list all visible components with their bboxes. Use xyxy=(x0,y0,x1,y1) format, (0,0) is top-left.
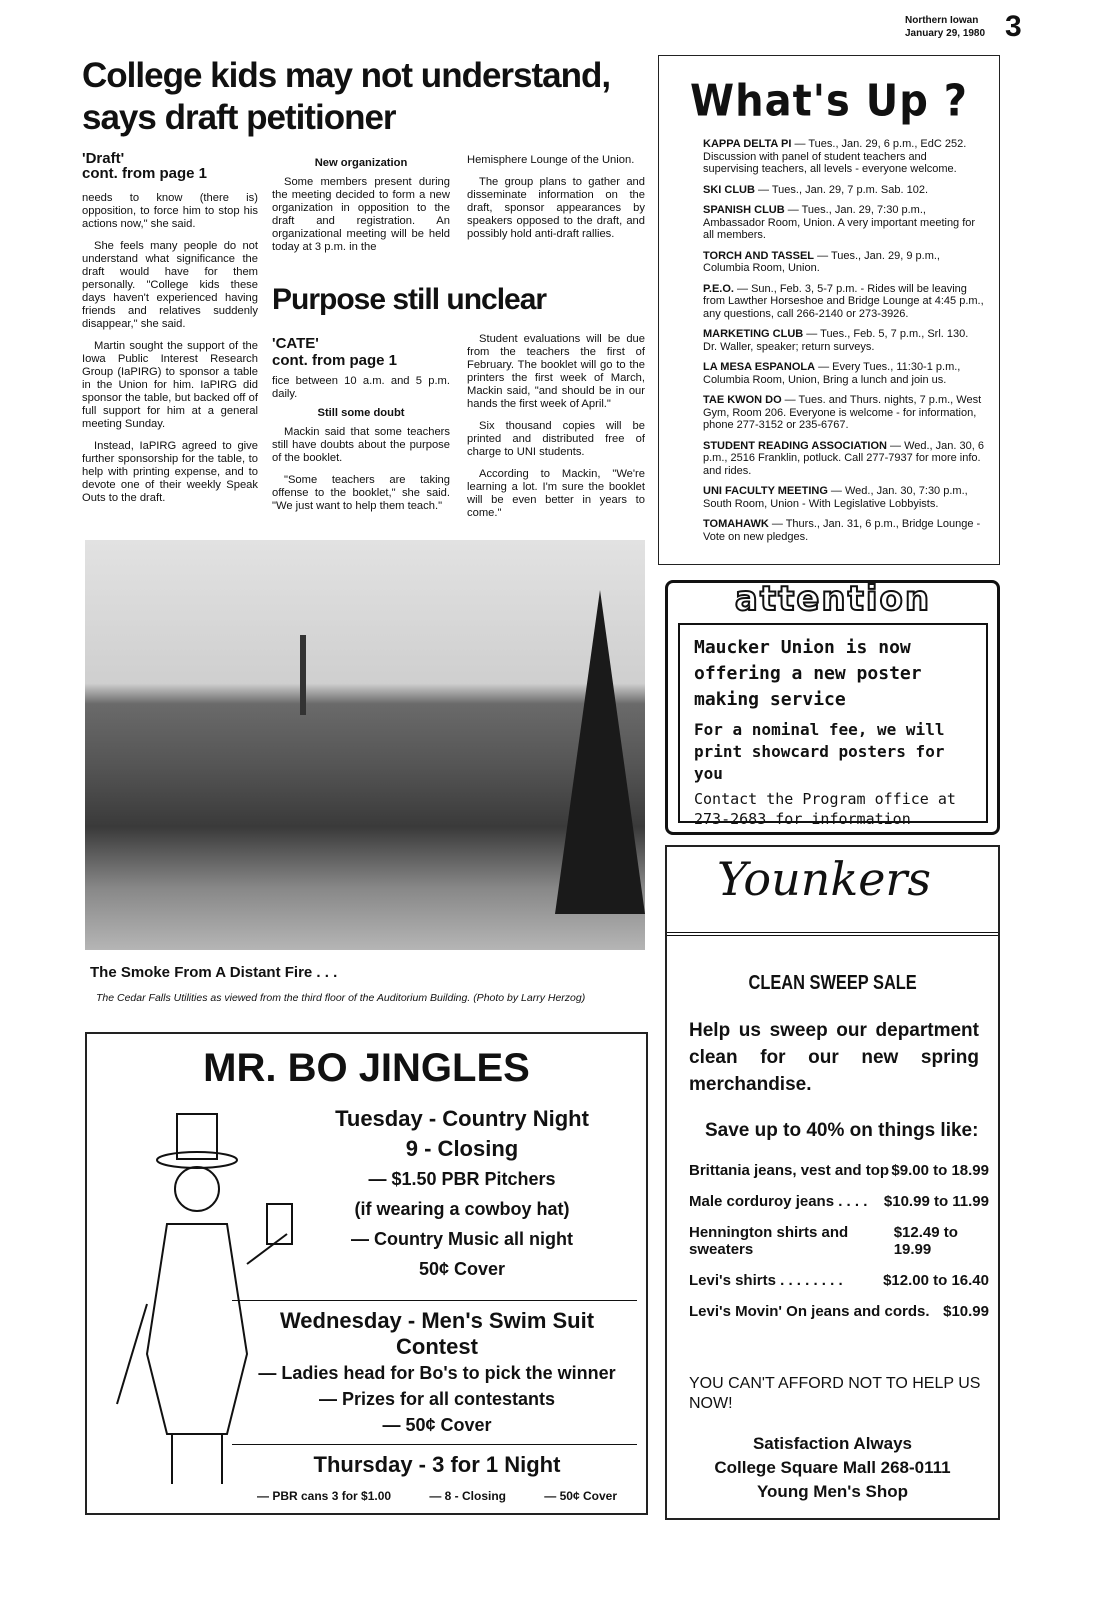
thursday-details xyxy=(257,1489,617,1503)
tuesday-hours: 9 - Closing xyxy=(405,1136,519,1161)
article2-col2 xyxy=(467,333,645,529)
event-name: SKI CLUB xyxy=(703,183,755,196)
event-details: — Tues. and Thurs. nights, 7 p.m., West Gym, Room 206. Everyone is welcome - for information, phone 277-3152 or 235-6767. xyxy=(703,394,982,431)
paragraph: "Some teachers are taking offense to the booklet," she said. "We just want to help them teach." xyxy=(272,474,450,512)
event-details: — Thurs., Jan. 31, 6 p.m., Bridge Lounge - Vote on new pledges. xyxy=(703,518,981,543)
paragraph: The group plans to gather and disseminate information on the draft, sponsor appearances by speakers opposed to the draft, and possibly hold anti-draft rallies. xyxy=(467,176,645,240)
continuation: cont. from page 1 xyxy=(272,352,398,369)
footer-line: Young Men's Shop xyxy=(756,1482,909,1501)
event-details: — Every Tues., 11:30-1 p.m., Columbia Room, Union, Bring a lunch and join us. xyxy=(703,361,961,386)
kicker: 'Draft' xyxy=(82,150,125,167)
event-name: TORCH AND TASSEL xyxy=(703,249,815,262)
event-name: LA MESA ESPANOLA xyxy=(703,361,816,373)
whats-up-box xyxy=(658,55,1000,565)
photo-title: The Smoke From A Distant Fire . . . xyxy=(90,964,338,981)
attention-line: Contact the Program office at 273-2683 for information xyxy=(694,790,956,828)
issue-date: January 29, 1980 xyxy=(905,28,986,39)
paragraph: According to Mackin, "We're learning a lot. I'm sure the booklet will be even better in years to come." xyxy=(467,468,645,519)
subhead: New organization xyxy=(314,157,408,169)
tuesday-item: (if wearing a cowboy hat) xyxy=(354,1199,570,1219)
pine-tree xyxy=(555,590,645,950)
item-name: Levi's shirts . . . . . . . . xyxy=(689,1272,843,1289)
event-item xyxy=(703,518,985,543)
masthead xyxy=(905,14,985,40)
event-name: SPANISH CLUB xyxy=(703,204,785,216)
event-item xyxy=(703,204,985,242)
event-item xyxy=(703,485,985,510)
paragraph: Six thousand copies will be printed and distributed free of charge to UNI students. xyxy=(467,420,645,458)
bo-title: MR. BO JINGLES xyxy=(203,1046,530,1090)
photo-cedar-falls-utilities xyxy=(85,540,645,950)
article1-col3 xyxy=(467,154,645,250)
article1-col2 xyxy=(272,157,450,263)
thursday-item: — PBR cans 3 for $1.00 xyxy=(257,1489,392,1503)
paragraph: Student evaluations will be due from the teachers the first of February. The booklet will go to the printers the first week of March, Mackin said, "and should be in our hands the first week of April." xyxy=(467,333,645,410)
sale-item xyxy=(689,1224,989,1258)
event-details: — Wed., Jan. 30, 7:30 p.m., South Room, Union - With Legislative Lobbyists. xyxy=(703,485,968,510)
article1-col1 xyxy=(82,152,258,514)
item-price: $12.49 to 19.99 xyxy=(893,1224,958,1258)
sale-item xyxy=(689,1162,989,1179)
event-item xyxy=(703,184,985,197)
sale-items xyxy=(689,1162,989,1334)
store-footer xyxy=(667,1432,998,1504)
paragraph: Instead, IaPIRG agreed to give further sponsorship for the table, to help with printing expense, and to devote one of their weekly Speak Outs to the draft. xyxy=(82,440,258,504)
event-name: KAPPA DELTA PI xyxy=(703,138,792,150)
paragraph: She feels many people do not understand what significance the draft would have for them personally. "College kids these days haven't experienced having friends and relatives suddenly disappear," she said. xyxy=(82,240,258,330)
continuation: cont. from page 1 xyxy=(82,165,208,182)
wednesday-item: — Ladies head for Bo's to pick the winner xyxy=(258,1363,616,1383)
event-details: — Sun., Feb. 3, 5-7 p.m. - Rides will be leaving from Lawther Horseshoe and Bridge Lounge at 4:45 p.m., any questions, call 266-2140 or 273-3926. xyxy=(703,282,984,320)
event-item xyxy=(703,250,985,275)
event-name: UNI FACULTY MEETING xyxy=(703,485,828,497)
event-name: TAE KWON DO xyxy=(703,394,782,406)
article2-headline: Purpose still unclear xyxy=(272,283,547,316)
event-item xyxy=(703,138,985,176)
item-price: $10.99 to 11.99 xyxy=(883,1193,989,1210)
paper-name: Northern Iowan xyxy=(905,15,979,26)
photo-caption: The Cedar Falls Utilities as viewed from the third floor of the Auditorium Building. (Photo by Larry Herzog) xyxy=(96,992,586,1004)
event-details: — Tues., Jan. 29, 7 p.m. Sab. 102. xyxy=(754,183,928,196)
closing: YOU CAN'T AFFORD NOT TO HELP US NOW! xyxy=(689,1375,981,1412)
wednesday-item: — 50¢ Cover xyxy=(382,1415,492,1435)
event-details: — Wed., Jan. 30, 6 p.m., 2516 Franklin, potluck. Call 277-7937 for more info. and rides. xyxy=(703,439,984,477)
tuesday-title: Tuesday - Country Night xyxy=(335,1106,589,1131)
article-headline: College kids may not understand, says draft petitioner xyxy=(82,56,611,137)
event-name: P.E.O. xyxy=(703,282,734,295)
event-item xyxy=(703,328,985,353)
event-name: MARKETING CLUB xyxy=(703,328,804,340)
sale-item xyxy=(689,1272,989,1289)
subhead: Still some doubt xyxy=(317,407,405,419)
attention-logo: attention xyxy=(734,579,932,619)
tuesday-item: 50¢ Cover xyxy=(418,1259,506,1279)
article2-col1 xyxy=(272,337,450,522)
smokestack xyxy=(300,635,306,715)
paragraph: needs to know (there is) opposition, to force him to stop his actions now," she said. xyxy=(82,192,258,230)
attention-ad xyxy=(665,580,1000,835)
thursday-title: Thursday - 3 for 1 Night xyxy=(313,1452,561,1477)
wednesday-item: — Prizes for all contestants xyxy=(318,1389,556,1409)
item-price: $9.00 to 18.99 xyxy=(891,1162,989,1179)
event-details: — Tues., Jan. 29, 7:30 p.m., Ambassador Room, Union. A very important meeting for all members. xyxy=(703,204,976,241)
save-line: Save up to 40% on things like: xyxy=(705,1120,979,1141)
thursday-item: — 8 - Closing xyxy=(429,1489,507,1503)
event-name: STUDENT READING ASSOCIATION xyxy=(703,439,887,452)
item-price: $10.99 xyxy=(943,1303,989,1320)
item-price: $12.00 to 16.40 xyxy=(883,1272,989,1289)
event-details: — Tues., Jan. 29, 6 p.m., EdC 252. Discussion with panel of student teachers and supervising teachers, all levels - everyone welcome. xyxy=(703,138,967,175)
thursday-item: — 50¢ Cover xyxy=(544,1489,617,1503)
paragraph: Mackin said that some teachers still have doubts about the purpose of the booklet. xyxy=(272,426,450,464)
event-item xyxy=(703,440,985,478)
sale-item xyxy=(689,1303,989,1320)
paragraph: Some members present during the meeting decided to form a new organization in opposition to the draft and registration. An organizational meeting will be held today at 3 p.m. in the xyxy=(272,176,450,253)
event-details: — Tues., Jan. 29, 9 p.m., Columbia Room, Union. xyxy=(703,249,940,274)
attention-line: Maucker Union is now offering a new poster making service xyxy=(694,637,922,710)
item-name: Hennington shirts and sweaters xyxy=(689,1224,849,1258)
footer-line: College Square Mall 268-0111 xyxy=(714,1458,951,1477)
page-number: 3 xyxy=(1005,10,1022,43)
whats-up-title: What's Up ? xyxy=(690,75,968,127)
wednesday-title: Wednesday - Men's Swim Suit Contest xyxy=(279,1308,595,1359)
younkers-ad xyxy=(665,845,1000,1520)
item-name: Brittania jeans, vest and top xyxy=(689,1162,890,1179)
tuesday-item: — Country Music all night xyxy=(350,1229,573,1249)
tuesday-section xyxy=(297,1104,627,1284)
sale-item xyxy=(689,1193,989,1210)
attention-line: For a nominal fee, we will print showcard posters for you xyxy=(694,720,945,783)
events-list xyxy=(703,138,985,543)
item-name: Levi's Movin' On jeans and cords. xyxy=(689,1303,930,1320)
footer-line: Satisfaction Always xyxy=(752,1434,913,1453)
mr-bo-jingles-ad xyxy=(85,1032,648,1515)
paragraph: Hemisphere Lounge of the Union. xyxy=(467,154,635,166)
event-details: — Tues., Feb. 5, 7 p.m., Srl. 130. Dr. Waller, speaker; return surveys. xyxy=(703,328,969,353)
event-item xyxy=(703,361,985,386)
wednesday-section xyxy=(237,1308,637,1438)
tuesday-item: — $1.50 PBR Pitchers xyxy=(368,1169,556,1189)
paragraph: fice between 10 a.m. and 5 p.m. daily. xyxy=(272,375,450,400)
younkers-logo: Younkers xyxy=(717,852,932,906)
item-name: Male corduroy jeans . . . . xyxy=(689,1193,868,1210)
event-name: TOMAHAWK xyxy=(703,518,769,530)
sale-title: CLEAN SWEEP SALE xyxy=(748,972,917,994)
event-item xyxy=(703,283,985,321)
sale-intro: Help us sweep our department clean for our new spring merchandise. xyxy=(689,1020,979,1095)
paragraph: Martin sought the support of the Iowa Public Interest Research Group (IaPIRG) to sponsor a table in the Union for him. IaPIRG did sponsor the table, but backed off of full support for him at a general meeting Sunday. xyxy=(82,340,258,430)
kicker: 'CATE' xyxy=(272,335,319,352)
event-item xyxy=(703,394,985,432)
